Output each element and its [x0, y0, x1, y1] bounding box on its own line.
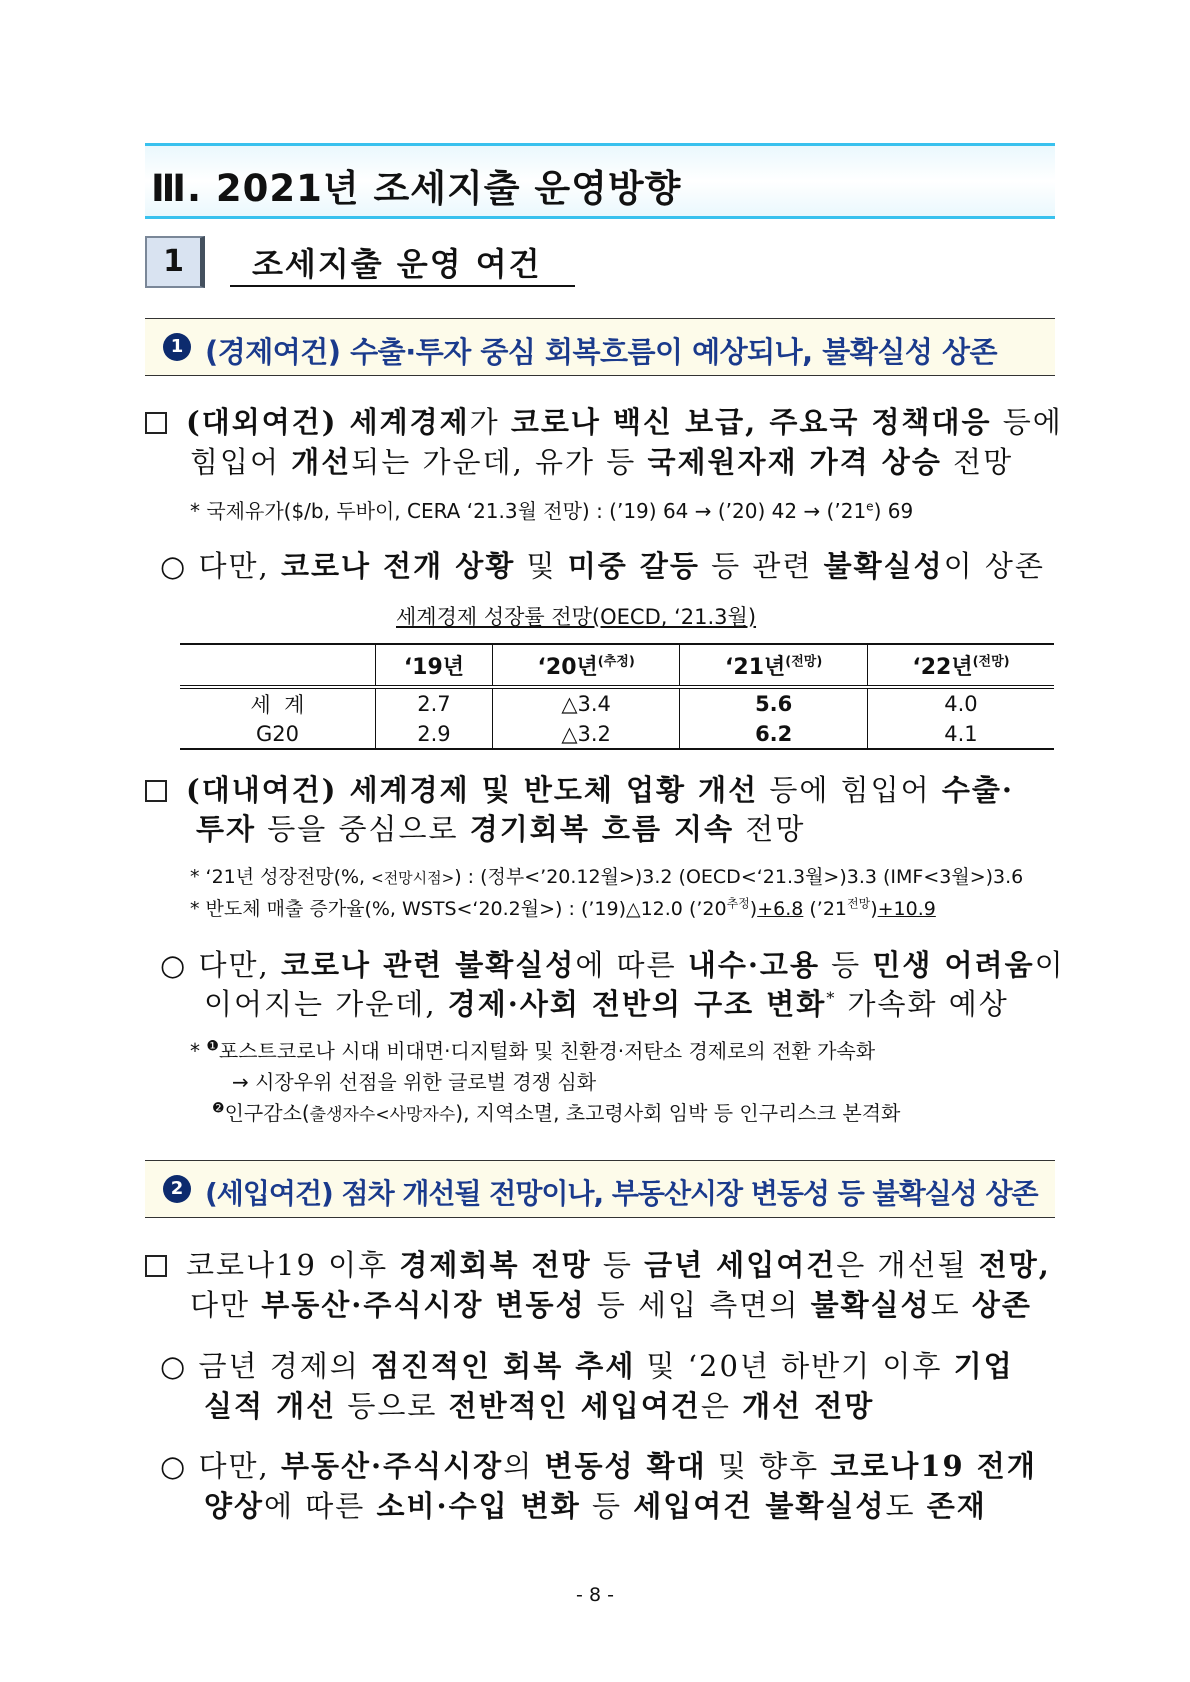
row-label-world: 세 계 [250, 693, 305, 717]
growth-forecast-note: * ‘21년 성장전망(%, <전망시점>) : (정부<’20.12월>)3.2 (OECD<‘21.3월>)3.3 (IMF<3월>)3.6 [190, 866, 1024, 888]
table-cell: △3.4 [492, 687, 680, 719]
para1-line2: 힘입어 개선되는 가운데, 유가 등 국제원자재 가격 상승 전망 [190, 445, 1014, 479]
para2-sub-line1: ○ 다만, 코로나 관련 불확실성에 따른 내수·고용 등 민생 어려움이 [160, 948, 1065, 982]
table-cell: 2.7 [376, 687, 493, 719]
footnote-marker-2: ❷ [212, 1100, 225, 1117]
table-header-2019: ‘19년 [376, 644, 493, 687]
band-title-2: (세입여건) 점차 개선될 전망이나, 부동산시장 변동성 등 불확실성 상존 [205, 1177, 1038, 1210]
para1-line1: (대외여건) 세계경제가 코로나 백신 보급, 주요국 정책대응 등에 [186, 405, 1063, 439]
para3-sub2-line2: 양상에 따른 소비·수입 변화 등 세입여건 불확실성도 존재 [204, 1489, 987, 1523]
table-cell: 4.1 [867, 719, 1054, 749]
table-cell: 4.0 [867, 687, 1054, 719]
checkbox-bullet-icon [145, 412, 167, 434]
checkbox-bullet-icon [145, 780, 167, 802]
para2-line1: (대내여건) 세계경제 및 반도체 업황 개선 등에 힘입어 수출· [186, 773, 1015, 807]
table-row [180, 687, 1054, 719]
growth-table [180, 643, 1054, 750]
semiconductor-note: * 반도체 매출 증가율(%, WSTS<‘20.2월>) : (’19)△12.0 $(’20^{추정})+6.8$ $(’21^{전망})+10.9$ [190, 896, 936, 920]
table-cell: 5.6 [680, 687, 868, 719]
footnote-marker-1: ❶ [206, 1038, 219, 1055]
para3-sub2-line1: ○ 다만, 부동산·주식시장의 변동성 확대 및 향후 코로나19 전개 [160, 1449, 1037, 1483]
table-header-2021: ‘21년$^{(전망)}$ [680, 644, 868, 687]
section-title: 조세지출 운영 여건 [230, 239, 575, 287]
para2-sub-line2: 이어지는 가운데, 경제·사회 전반의 구조 변화* 가속화 예상 [204, 987, 1009, 1021]
oil-price-note: * 국제유가($/b, 두바이, CERA ‘21.3월 전망) : (’19) 64 → (’20) $42 \to (’21^e)$ 69 [190, 499, 914, 523]
table-row [180, 719, 1054, 749]
table-cell: △3.2 [492, 719, 680, 749]
para3-sub1-line1: ○ 금년 경제의 점진적인 회복 추세 및 ‘20년 하반기 이후 기업 [160, 1349, 1014, 1383]
subsection-band-1 [145, 318, 1055, 376]
para3-line1: 코로나19 이후 경제회복 전망 등 금년 세입여건은 개선될 전망, [186, 1248, 1051, 1282]
checkbox-bullet-icon [145, 1255, 167, 1277]
para3-sub1-line2: 실적 개선 등으로 전반적인 세입여건은 개선 전망 [204, 1389, 875, 1423]
para3-line2: 다만 부동산·주식시장 변동성 등 세입 측면의 불확실성도 상존 [190, 1288, 1032, 1322]
footnote-1: * $^❶$포스트코로나 시대 비대면·디지털화 및 친환경·저탄소 경제로의 전환 가속화 [190, 1038, 876, 1063]
page-number: - 8 - [576, 1584, 614, 1606]
table-cell: 6.2 [680, 719, 868, 749]
table-header-empty [180, 644, 376, 687]
table-cell: 2.9 [376, 719, 493, 749]
subsection-band-2 [145, 1160, 1055, 1218]
chapter-title: Ⅲ. 2021년 조세지출 운영방향 [151, 167, 682, 210]
para1-sub-bullet: ○ 다만, 코로나 전개 상황 및 미중 갈등 등 관련 불확실성이 상존 [160, 549, 1045, 583]
chapter-header [145, 143, 1055, 219]
table-header-row [180, 644, 1054, 687]
footnote-2: $^❷$인구감소(출생자수<사망자수), 지역소멸, 초고령사회 임박 등 인구리스크 본격화 [212, 1100, 901, 1125]
band-number-2: 2 [163, 1175, 191, 1203]
row-label-g20: G20 [180, 719, 376, 749]
band-number-1: 1 [163, 333, 191, 361]
table-header-2020: ‘20년$^{(추정)}$ [492, 644, 680, 687]
footnote-1-continued: → 시장우위 선점을 위한 글로벌 경쟁 심화 [232, 1070, 597, 1094]
section-number-box: 1 [145, 236, 205, 288]
band-title-1: (경제여건) 수출·투자 중심 회복흐름이 예상되나, 불확실성 상존 [205, 335, 997, 369]
table-title: 세계경제 성장률 전망(OECD, ‘21.3월) [396, 605, 757, 629]
table-header-2022: ‘22년$^{(전망)}$ [867, 644, 1054, 687]
para2-line2: 투자 등을 중심으로 경기회복 흐름 지속 전망 [196, 812, 806, 846]
